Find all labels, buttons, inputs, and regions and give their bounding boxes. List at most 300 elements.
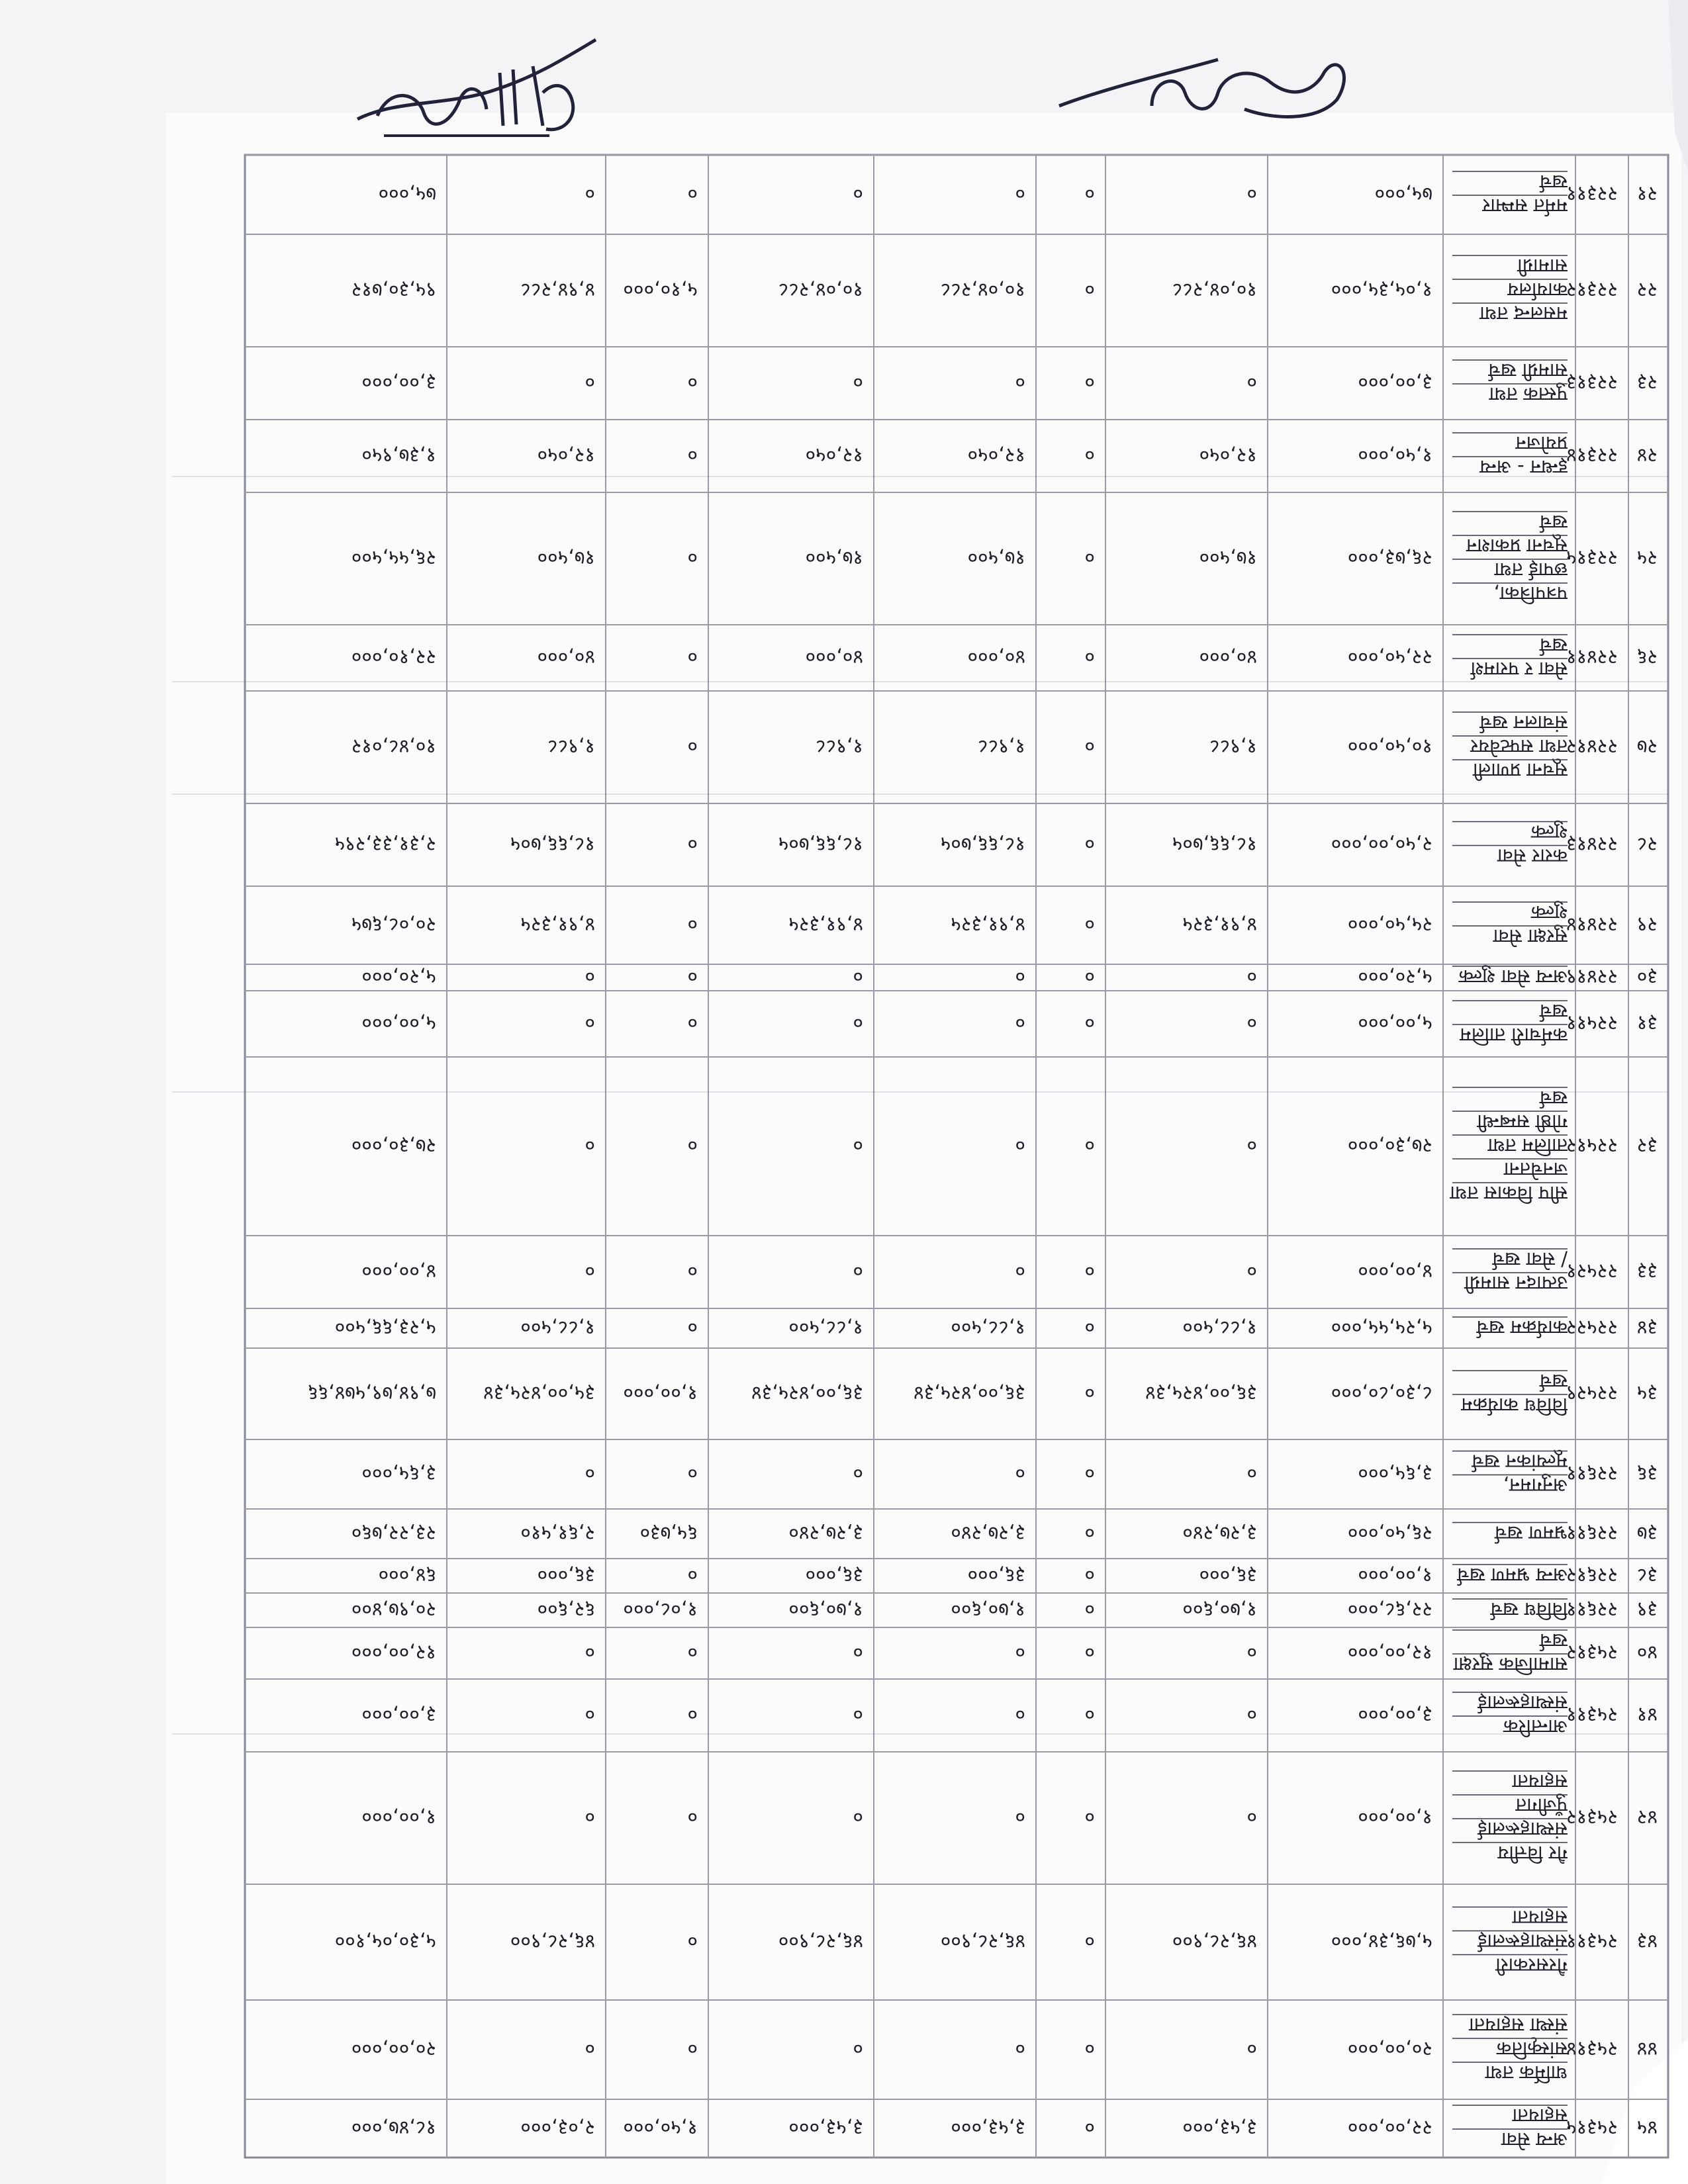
- cell-title-line: तथा सफ्टवेयर: [1470, 735, 1568, 758]
- cell-c4: १७,५००: [805, 546, 863, 569]
- cell-budget: २७,३०,०००: [1347, 1134, 1432, 1157]
- cell-c1: १०,०४,२८८: [1172, 278, 1257, 301]
- cell-c6: ०: [585, 1703, 595, 1726]
- cell-c1: ०: [1246, 1011, 1257, 1034]
- cell-budget: २२,५०,०००: [1347, 645, 1432, 668]
- cell-c3: ३,५३,०००: [951, 2116, 1025, 2139]
- cell-c7: ३,६५,०००: [361, 1461, 436, 1485]
- cell-c7: ९५,३०,७१२: [351, 278, 436, 301]
- cell-c6: १,८८,५००: [520, 1316, 595, 1339]
- cell-c4: ०: [853, 182, 863, 205]
- cell-title-line: कर्मचारी तालिम: [1460, 1024, 1568, 1046]
- cell-code: २२३११: [1566, 182, 1618, 205]
- cell-c2: ०: [1084, 278, 1095, 301]
- cell-c7: ५,२०,०००: [361, 965, 436, 988]
- table-row: [245, 1057, 1668, 1205]
- cell-code: २२४१९: [1566, 965, 1618, 988]
- cell-c3: १२,०५०: [967, 443, 1025, 467]
- cell-code: २२५२२: [1566, 1316, 1618, 1339]
- cell-code: २२६१२: [1566, 1563, 1618, 1586]
- table-row: [245, 886, 1668, 948]
- cell-c7: ५,३०,०५,१००: [334, 1929, 436, 1953]
- cell-c2: ०: [1084, 1929, 1095, 1953]
- cell-c6: ०: [585, 2037, 595, 2060]
- cell-c2: ०: [1084, 1316, 1095, 1339]
- cell-sn: ३५: [1636, 1381, 1658, 1404]
- cell-title-line: सूचना प्रणाली: [1473, 759, 1568, 782]
- cell-title-line: खर्च: [1539, 634, 1568, 657]
- cell-c2: ०: [1084, 965, 1095, 988]
- cell-sn: २७: [1636, 735, 1658, 758]
- cell-budget: ८,३०,८०,०००: [1331, 1381, 1432, 1404]
- table-row: [245, 492, 1668, 605]
- table-row: [245, 1593, 1668, 1621]
- cell-c2: ०: [1084, 1598, 1095, 1621]
- cell-title-line: पत्रपत्रिका,: [1493, 582, 1568, 605]
- cell-c1: १,९८८: [1209, 735, 1257, 758]
- cell-c7: २,३१,३३,२९५: [334, 832, 436, 856]
- cell-title-line: खर्च: [1539, 1629, 1568, 1652]
- cell-c1: ०: [1246, 1461, 1257, 1485]
- cell-sn: २१: [1636, 182, 1658, 205]
- cell-c4: ०: [853, 371, 863, 394]
- cell-sn: २३: [1636, 371, 1658, 394]
- cell-c6: ०: [585, 1805, 595, 1829]
- cell-title-line: सेवा र परामर्श: [1470, 658, 1568, 680]
- cell-sn: ३९: [1636, 1598, 1658, 1621]
- cell-c3: ०: [1015, 1703, 1025, 1726]
- cell-c7: ७,९४,७९,५७४,६६: [307, 1381, 436, 1404]
- cell-c4: ०: [853, 965, 863, 988]
- cell-title-line: सामाग्री: [1517, 255, 1568, 277]
- cell-c1: ३६,०००: [1199, 1563, 1257, 1586]
- cell-c4: ४,९१,३२५: [788, 913, 863, 936]
- cell-c5: ०: [687, 1134, 698, 1157]
- cell-c4: ०: [853, 1703, 863, 1726]
- cell-sn: २९: [1636, 913, 1658, 936]
- cell-c7: ३,००,०००: [361, 371, 436, 394]
- cell-budget: ३,००,०००: [1358, 371, 1432, 394]
- cell-budget: २२,००,०००: [1347, 2116, 1432, 2139]
- cell-c5: १,०८,०००: [623, 1598, 698, 1621]
- cell-c5: ०: [687, 1461, 698, 1485]
- cell-budget: ३,००,०००: [1358, 1703, 1432, 1726]
- cell-budget: १,००,०००: [1358, 1563, 1432, 1586]
- cell-c3: ४६,२८,९००: [940, 1929, 1025, 1953]
- cell-code: २२४१३: [1566, 832, 1618, 856]
- cell-c1: ४०,०००: [1199, 645, 1257, 668]
- cell-title-line: खर्च: [1539, 1087, 1568, 1109]
- cell-c3: ३६,००,४२५,३४: [913, 1381, 1025, 1404]
- cell-c2: ०: [1084, 1521, 1095, 1545]
- cell-title-line: संस्थाहरूलाई: [1477, 1818, 1568, 1841]
- cell-budget: २२,६८,०००: [1347, 1598, 1432, 1621]
- cell-budget: २६,७३,०००: [1347, 546, 1432, 569]
- cell-title-line: शुल्क: [1530, 821, 1568, 844]
- cell-c7: २०,९७,४००: [351, 1598, 436, 1621]
- cell-budget: १०,५०,०००: [1347, 735, 1432, 758]
- cell-code: २२६११: [1566, 1598, 1618, 1621]
- cell-sn: ४५: [1636, 2116, 1658, 2139]
- table-row: [245, 2000, 1668, 2084]
- cell-title-line: खर्च: [1539, 1370, 1568, 1392]
- cell-c4: ३६,०००: [805, 1563, 863, 1586]
- cell-c3: ०: [1015, 1011, 1025, 1034]
- cell-sn: २४: [1636, 443, 1658, 467]
- cell-title-line: अन्य भ्रमण खर्च: [1457, 1564, 1568, 1586]
- cell-code: २२५२९: [1566, 1381, 1618, 1404]
- cell-title-line: कार्यक्रम खर्च: [1476, 1316, 1568, 1339]
- table-row: [245, 347, 1668, 406]
- cell-budget: ५,००,०००: [1358, 1011, 1432, 1034]
- cell-budget: २५,५०,०००: [1347, 913, 1432, 936]
- table-row: [245, 1679, 1668, 1738]
- cell-c5: ०: [687, 1563, 698, 1586]
- cell-c1: १,७०,६००: [1182, 1598, 1257, 1621]
- cell-title-line: कार्यालय: [1507, 279, 1568, 301]
- cell-budget: ३,६५,०००: [1358, 1461, 1432, 1485]
- cell-c6: १,९८८: [547, 735, 595, 758]
- cell-c1: १८,६६,७०५: [1172, 832, 1257, 856]
- cell-c5: ०: [687, 2037, 698, 2060]
- cell-c6: १८,६६,७०५: [510, 832, 595, 856]
- cell-c5: ०: [687, 546, 698, 569]
- cell-title-line: सीप विकास तथा: [1450, 1182, 1568, 1205]
- cell-c2: ०: [1084, 1805, 1095, 1829]
- cell-c5: ०: [687, 645, 698, 668]
- cell-c3: ०: [1015, 1134, 1025, 1157]
- cell-sn: ३०: [1636, 965, 1658, 988]
- cell-c7: १,३७,९५०: [361, 443, 436, 467]
- table-row: [245, 1559, 1668, 1586]
- cell-c4: ४६,२८,९००: [778, 1929, 863, 1953]
- cell-c6: ३५,००,४२५,३४: [483, 1381, 595, 1404]
- cell-code: २२५११: [1566, 1011, 1618, 1034]
- cell-title-line: संस्थाहरूलाई: [1477, 1930, 1568, 1953]
- cell-c5: १,००,०००: [623, 1381, 698, 1404]
- cell-budget: २०,००,०००: [1347, 2037, 1432, 2060]
- cell-c7: २२,१०,०००: [351, 645, 436, 668]
- cell-c7: ३,००,०००: [361, 1703, 436, 1726]
- cell-c7: १०,४८,०१२: [351, 735, 436, 758]
- cell-code: २२४१४: [1566, 913, 1618, 936]
- cell-sn: ३४: [1636, 1316, 1658, 1339]
- cell-c7: १२,००,०००: [351, 1641, 436, 1664]
- cell-title-line: खर्च: [1539, 1000, 1568, 1023]
- cell-c6: ०: [585, 371, 595, 394]
- cell-budget: ७५,०००: [1374, 182, 1432, 205]
- table-row: [245, 1509, 1668, 1545]
- cell-c1: ३,५३,०००: [1182, 2116, 1257, 2139]
- cell-title-line: सामग्री खर्च: [1488, 359, 1568, 382]
- cell-c6: १२,०५०: [537, 443, 595, 467]
- cell-budget: १,०५,३५,०००: [1331, 278, 1432, 301]
- cell-title-line: सूचना प्रकाशन: [1466, 535, 1568, 557]
- cell-c2: ०: [1084, 1381, 1095, 1404]
- cell-c3: १,८८,५००: [951, 1316, 1025, 1339]
- cell-c5: ०: [687, 1805, 698, 1829]
- table-row: [245, 991, 1668, 1046]
- cell-code: २२३१२: [1566, 278, 1618, 301]
- table-row: [245, 155, 1668, 217]
- cell-c4: १२,०५०: [805, 443, 863, 467]
- cell-budget: ५,२०,०००: [1358, 965, 1432, 988]
- cell-c4: ०: [853, 2037, 863, 2060]
- cell-c2: ०: [1084, 1134, 1095, 1157]
- cell-title-line: विविध खर्च: [1490, 1598, 1568, 1621]
- cell-code: २५३१२: [1566, 1641, 1618, 1664]
- table-row: [245, 964, 1668, 988]
- cell-budget: ५,२५,५५,०००: [1331, 1316, 1432, 1339]
- cell-c4: १,७०,६००: [788, 1598, 863, 1621]
- cell-c5: ०: [687, 1259, 698, 1283]
- ledger-rotated-group: [245, 155, 1668, 2158]
- cell-code: २५३१४: [1566, 2037, 1618, 2060]
- cell-code: २२३१४: [1566, 443, 1618, 467]
- cell-code: २५३११: [1566, 1703, 1618, 1726]
- cell-c2: ०: [1084, 1461, 1095, 1485]
- cell-budget: १,००,०००: [1358, 1805, 1432, 1829]
- cell-title-line: पुँजीगत: [1515, 1794, 1568, 1817]
- cell-c3: १७,५००: [967, 546, 1025, 569]
- cell-title-line: सहायता: [1512, 1906, 1568, 1929]
- cell-sn: २८: [1636, 832, 1658, 856]
- cell-c6: ०: [585, 965, 595, 988]
- cell-c6: ०: [585, 1259, 595, 1283]
- cell-title-line: सुरक्षा सेवा: [1493, 925, 1568, 948]
- cell-c1: ०: [1246, 1805, 1257, 1829]
- cell-c3: ०: [1015, 182, 1025, 205]
- cell-c6: ०: [585, 1011, 595, 1034]
- cell-c1: ०: [1246, 1641, 1257, 1664]
- cell-c6: ४,९४,२८८: [520, 278, 595, 301]
- cell-title-line: अन्य सेवा शुल्क: [1458, 966, 1568, 988]
- cell-title-line: संस्था सहायता: [1469, 2014, 1568, 2036]
- cell-c6: ४६,२८,९००: [510, 1929, 595, 1953]
- cell-sn: ४२: [1636, 1805, 1658, 1829]
- cell-c4: ०: [853, 1011, 863, 1034]
- cell-c4: १,८८,५००: [788, 1316, 863, 1339]
- cell-c1: ०: [1246, 371, 1257, 394]
- cell-title-line: संस्थाहरूलाई: [1477, 1692, 1568, 1714]
- cell-c3: ०: [1015, 965, 1025, 988]
- cell-code: २२४११: [1566, 645, 1618, 668]
- cell-c3: ३६,०००: [967, 1563, 1025, 1586]
- cell-title-line: गैरसरकारी: [1495, 1954, 1568, 1977]
- cell-title-line: छपाई तथा: [1494, 559, 1568, 581]
- table-row: [245, 1348, 1668, 1416]
- cell-c1: ४६,२८,९००: [1172, 1929, 1257, 1953]
- cell-c3: ०: [1015, 1461, 1025, 1485]
- cell-code: २२४१२: [1566, 735, 1618, 758]
- cell-title-line: तालिम तथा: [1487, 1134, 1568, 1157]
- cell-title-line: संचालन खर्च: [1479, 711, 1568, 734]
- cell-code: २२३१५: [1566, 546, 1618, 569]
- cell-title-line: जनचेतना: [1503, 1158, 1568, 1181]
- cell-sn: २५: [1636, 546, 1658, 569]
- cell-c2: ०: [1084, 1563, 1095, 1586]
- cell-c7: १,००,०००: [361, 1805, 436, 1829]
- cell-c7: १८,४७,०००: [351, 2116, 436, 2139]
- cell-sn: २२: [1636, 278, 1658, 301]
- cell-code: २५३१५: [1566, 2116, 1618, 2139]
- cell-title-line: मूल्यांकन खर्च: [1472, 1450, 1568, 1473]
- cell-budget: २,५०,००,०००: [1331, 832, 1432, 856]
- cell-title-line: गैर वित्तीय: [1497, 1842, 1568, 1864]
- cell-c6: ४,९१,३२५: [520, 913, 595, 936]
- cell-title-line: खर्च: [1539, 511, 1568, 533]
- cell-c3: १,७०,६००: [951, 1598, 1025, 1621]
- cell-c7: ७५,०००: [378, 182, 436, 205]
- cell-title-line: उत्पादन सामग्री: [1464, 1272, 1568, 1295]
- cell-c6: २,०३,०००: [520, 2116, 595, 2139]
- cell-c4: ३,२७,२४०: [788, 1521, 863, 1545]
- cell-c6: ०: [585, 182, 595, 205]
- cell-c4: १०,०४,२८८: [778, 278, 863, 301]
- cell-c6: १७,५००: [537, 546, 595, 569]
- cell-title-line: अन्य सेवा: [1501, 2128, 1568, 2151]
- cell-c3: ४०,०००: [967, 645, 1025, 668]
- cell-sn: ४१: [1636, 1703, 1658, 1726]
- cell-title-line: सहायता: [1512, 1770, 1568, 1793]
- cell-c6: ३६,०००: [537, 1563, 595, 1586]
- cell-c5: ०: [687, 965, 698, 988]
- cell-c5: ०: [687, 1929, 698, 1953]
- cell-title-line: गोष्ठी सम्बन्धी: [1477, 1111, 1568, 1133]
- cell-sn: ३२: [1636, 1134, 1658, 1157]
- cell-c6: ०: [585, 1134, 595, 1157]
- cell-c6: २,६१,५१०: [520, 1521, 595, 1545]
- cell-c2: ०: [1084, 546, 1095, 569]
- cell-c2: ०: [1084, 832, 1095, 856]
- cell-sn: ३७: [1636, 1521, 1658, 1545]
- cell-title-line: सांस्कृतिक: [1497, 2038, 1568, 2060]
- cell-code: २५३११: [1566, 1929, 1618, 1953]
- cell-title-line: आन्तरिक: [1503, 1715, 1568, 1738]
- cell-c5: १,५०,०००: [623, 2116, 698, 2139]
- cell-code: २२३१३: [1566, 371, 1618, 394]
- cell-sn: ४०: [1636, 1641, 1658, 1664]
- cell-title-line: भ्रमण खर्च: [1494, 1522, 1568, 1545]
- cell-c6: ४०,०००: [537, 645, 595, 668]
- cell-c4: ०: [853, 1641, 863, 1664]
- cell-sn: ३८: [1636, 1563, 1658, 1586]
- cell-c4: ३,५३,०००: [788, 2116, 863, 2139]
- cell-c6: ०: [585, 1461, 595, 1485]
- cell-c5: ०: [687, 182, 698, 205]
- cell-c5: ५,१०,०००: [623, 278, 698, 301]
- cell-title-line: धार्मिक तथा: [1485, 2062, 1568, 2084]
- cell-c1: ०: [1246, 2037, 1257, 2060]
- cell-c7: ६४,०००: [378, 1563, 436, 1586]
- cell-c4: १८,६६,७०५: [778, 832, 863, 856]
- table-frame: [245, 155, 1668, 2158]
- cell-c1: ०: [1246, 1703, 1257, 1726]
- cell-code: २२५१२: [1566, 1134, 1618, 1157]
- cell-c7: ५,००,०००: [361, 1011, 436, 1034]
- cell-c5: ०: [687, 832, 698, 856]
- cell-c3: १०,०४,२८८: [940, 278, 1025, 301]
- table-row: [245, 625, 1668, 680]
- cell-c3: ४,९१,३२५: [951, 913, 1025, 936]
- cell-c5: ०: [687, 913, 698, 936]
- cell-c2: ०: [1084, 1641, 1095, 1664]
- table-row: [245, 1884, 1668, 1977]
- cell-title-line: प्रयोजन: [1515, 432, 1568, 455]
- cell-c1: १,८८,५००: [1182, 1316, 1257, 1339]
- cell-c6: ०: [585, 1641, 595, 1664]
- cell-sn: ४४: [1636, 2037, 1658, 2060]
- cell-c7: ४,००,०००: [361, 1259, 436, 1283]
- cell-title-line: पुस्तक तथा: [1489, 383, 1568, 406]
- cell-c4: ०: [853, 1134, 863, 1157]
- cell-budget: २६,५०,०००: [1347, 1521, 1432, 1545]
- cell-c4: १,९८८: [816, 735, 863, 758]
- cell-c1: ४,९१,३२५: [1182, 913, 1257, 936]
- cell-c5: ०: [687, 371, 698, 394]
- cell-c2: ०: [1084, 182, 1095, 205]
- cell-c2: ०: [1084, 1259, 1095, 1283]
- table-row: [245, 1752, 1668, 1864]
- cell-budget: १२,००,०००: [1347, 1641, 1432, 1664]
- cell-budget: १,५०,०००: [1358, 443, 1432, 467]
- cell-sn: २६: [1636, 645, 1658, 668]
- cell-c3: ०: [1015, 1641, 1025, 1664]
- cell-c4: ३६,००,४२५,३४: [751, 1381, 863, 1404]
- cell-c5: ६५,७३०: [639, 1521, 698, 1545]
- cell-title-line: करार सेवा: [1497, 844, 1568, 868]
- cell-c1: ०: [1246, 965, 1257, 988]
- cell-budget: ४,००,०००: [1358, 1259, 1432, 1283]
- cell-c4: ०: [853, 1259, 863, 1283]
- cell-c5: ०: [687, 1316, 698, 1339]
- table-row: [245, 1236, 1668, 1295]
- cell-title-line: खर्च: [1539, 171, 1568, 193]
- cell-title-line: सामाजिक सुरक्षा: [1453, 1653, 1568, 1676]
- table-row: [245, 2099, 1668, 2151]
- cell-c1: ०: [1246, 1259, 1257, 1283]
- cell-title-line: विविध कार्यक्रम: [1461, 1394, 1568, 1416]
- cell-code: २२५२१: [1566, 1259, 1618, 1283]
- cell-c5: ०: [687, 1011, 698, 1034]
- cell-c2: ०: [1084, 2116, 1095, 2139]
- cell-code: २५३१२: [1566, 1805, 1618, 1829]
- cell-c3: ०: [1015, 2037, 1025, 2060]
- cell-sn: ३१: [1636, 1011, 1658, 1034]
- cell-c7: ५,२३,६६,५००: [334, 1316, 436, 1339]
- cell-c2: ०: [1084, 913, 1095, 936]
- cell-c6: ६२,६००: [537, 1598, 595, 1621]
- cell-c1: ०: [1246, 182, 1257, 205]
- cell-budget: ५,७६,३४,०००: [1331, 1929, 1432, 1953]
- cell-title-line: अनुगमन,: [1503, 1474, 1568, 1497]
- cell-c2: ०: [1084, 735, 1095, 758]
- cell-c7: २०,०८,६७५: [351, 913, 436, 936]
- cell-title-line: इन्धन - अन्य: [1479, 456, 1568, 478]
- cell-c4: ०: [853, 1461, 863, 1485]
- cell-c5: ०: [687, 1703, 698, 1726]
- table-row: [245, 234, 1668, 325]
- cell-title-line: मर्मत सम्भार: [1482, 195, 1568, 217]
- cell-c2: ०: [1084, 1703, 1095, 1726]
- cell-c3: १८,६६,७०५: [940, 832, 1025, 856]
- cell-c7: २३,२२,७६०: [351, 1521, 436, 1545]
- cell-title-line: / सेवा खर्च: [1492, 1248, 1568, 1271]
- cell-c5: ०: [687, 443, 698, 467]
- cell-title-line: सहायता: [1512, 2105, 1568, 2127]
- cell-c2: ०: [1084, 2037, 1095, 2060]
- table-row: [245, 420, 1668, 478]
